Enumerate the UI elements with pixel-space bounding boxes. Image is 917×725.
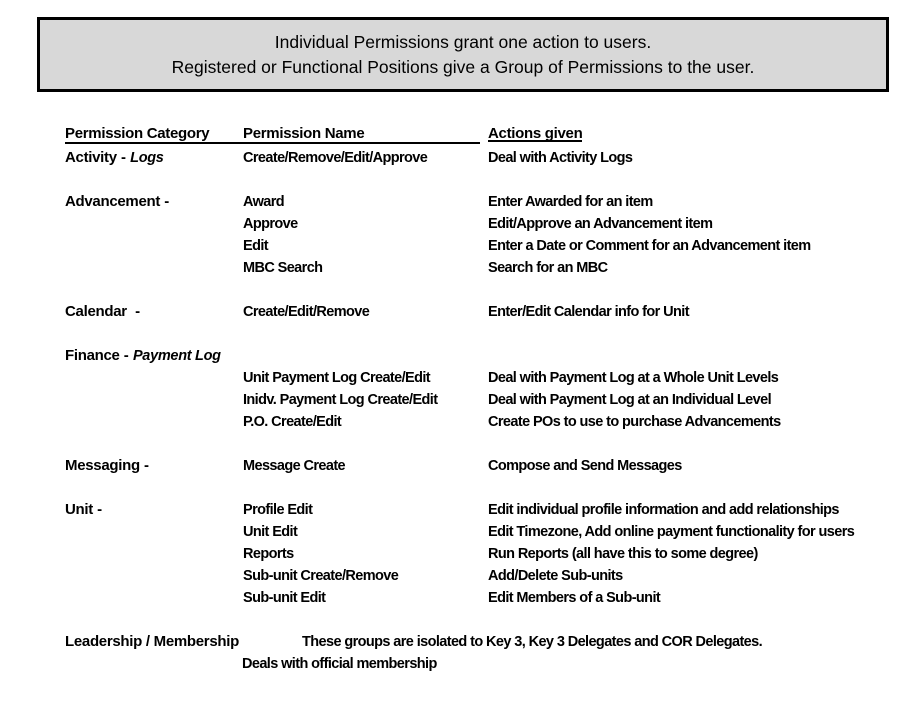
section-gap — [65, 323, 910, 345]
category-separator: - — [160, 193, 170, 210]
actions-given: Create POs to use to purchase Advancements — [488, 414, 781, 430]
empty-cell — [65, 521, 243, 543]
category-qualifier: Logs — [130, 150, 164, 166]
table-row-advancement-approve — [65, 213, 910, 235]
table-row-finance-po — [65, 411, 910, 433]
leadership-note-1: These groups are isolated to Key 3, Key 3 Delegates and COR Delegates. — [302, 634, 763, 650]
header-permission-name: Permission Name — [243, 125, 365, 142]
category-qualifier: Payment Log — [132, 348, 221, 364]
permission-name: Create/Remove/Edit/Approve — [243, 150, 428, 166]
permission-name: Unit Payment Log Create/Edit — [243, 370, 431, 386]
empty-cell — [65, 389, 243, 411]
empty-cell — [243, 345, 488, 367]
permissions-table — [65, 125, 910, 675]
header-rule — [65, 125, 480, 144]
permission-name: P.O. Create/Edit — [243, 414, 342, 430]
empty-cell — [65, 411, 243, 433]
table-row-finance-unit-payment-log — [65, 367, 910, 389]
actions-given: Enter Awarded for an item — [488, 194, 653, 210]
header-cell-actions — [488, 125, 910, 142]
table-row-advancement-edit — [65, 235, 910, 257]
header-cell-category — [65, 125, 243, 142]
empty-cell — [65, 543, 243, 565]
actions-given: Edit Members of a Sub-unit — [488, 590, 661, 606]
permission-name: Reports — [243, 546, 294, 562]
table-row-activity — [65, 147, 910, 169]
table-row-unit-profile-edit — [65, 499, 910, 521]
table-row-messaging — [65, 455, 910, 477]
actions-given: Run Reports (all have this to some degree) — [488, 546, 758, 562]
empty-cell — [488, 345, 910, 367]
category-leadership-membership: Leadership / Membership — [65, 633, 239, 650]
leadership-note-2: Deals with official membership — [242, 656, 437, 672]
category-cell — [65, 191, 243, 213]
table-row-advancement-award — [65, 191, 910, 213]
permission-name: Sub-unit Create/Remove — [243, 568, 399, 584]
header-permission-category: Permission Category — [65, 125, 210, 142]
category-cell — [65, 301, 243, 323]
permission-name: Inidv. Payment Log Create/Edit — [243, 392, 438, 408]
table-header-row — [65, 125, 910, 142]
category-finance: Finance — [65, 347, 120, 364]
actions-given: Deal with Activity Logs — [488, 150, 633, 166]
empty-cell — [65, 367, 243, 389]
empty-cell — [65, 587, 243, 609]
permission-name: Approve — [243, 216, 298, 232]
actions-given: Edit Timezone, Add online payment functionality for users — [488, 524, 855, 540]
actions-given: Edit individual profile information and add relationships — [488, 502, 839, 518]
banner-line2: Registered or Functional Positions give a Group of Permissions to the user. — [171, 57, 755, 77]
actions-given: Enter a Date or Comment for an Advancement item — [488, 238, 811, 254]
category-cell — [65, 345, 243, 367]
category-cell — [65, 631, 243, 653]
table-row-unit-subunit-edit — [65, 587, 910, 609]
actions-given: Search for an MBC — [488, 260, 608, 276]
actions-given: Edit/Approve an Advancement item — [488, 216, 713, 232]
permission-name: Sub-unit Edit — [243, 590, 326, 606]
actions-given: Compose and Send Messages — [488, 458, 682, 474]
actions-given: Deal with Payment Log at a Whole Unit Levels — [488, 370, 779, 386]
category-cell — [65, 499, 243, 521]
category-separator: - — [126, 303, 141, 320]
category-unit: Unit — [65, 501, 93, 518]
section-gap — [65, 169, 910, 191]
section-gap — [65, 609, 910, 631]
category-activity: Activity — [65, 149, 117, 166]
table-row-leadership-membership — [65, 631, 910, 653]
empty-cell — [65, 235, 243, 257]
table-row-leadership-note-2 — [65, 653, 910, 675]
actions-given: Deal with Payment Log at an Individual Level — [488, 392, 771, 408]
table-row-advancement-mbc-search — [65, 257, 910, 279]
section-gap — [65, 477, 910, 499]
permission-name: Unit Edit — [243, 524, 298, 540]
category-cell — [65, 147, 243, 169]
table-row-unit-unit-edit — [65, 521, 910, 543]
category-separator: - — [119, 347, 133, 364]
category-separator: - — [92, 501, 103, 518]
header-actions-given: Actions given — [488, 125, 583, 142]
category-advancement: Advancement — [65, 193, 161, 210]
category-cell — [65, 455, 243, 477]
category-separator: - — [116, 149, 131, 166]
table-row-finance-label — [65, 345, 910, 367]
banner-line1: Individual Permissions grant one action to users. — [274, 32, 652, 52]
empty-cell — [65, 565, 243, 587]
permission-name: Award — [243, 194, 285, 210]
section-gap — [65, 433, 910, 455]
info-banner — [37, 17, 889, 92]
actions-given: Enter/Edit Calendar info for Unit — [488, 304, 689, 320]
category-calendar: Calendar — [65, 303, 127, 320]
category-separator: - — [139, 457, 149, 474]
actions-given: Add/Delete Sub-units — [488, 568, 623, 584]
permission-name: Edit — [243, 238, 268, 254]
permission-name: Profile Edit — [243, 502, 313, 518]
permission-name: Create/Edit/Remove — [243, 304, 370, 320]
category-messaging: Messaging — [65, 457, 140, 474]
table-row-unit-subunit-create-remove — [65, 565, 910, 587]
table-row-finance-indiv-payment-log — [65, 389, 910, 411]
permission-name: Message Create — [243, 458, 346, 474]
table-row-calendar — [65, 301, 910, 323]
section-gap — [65, 279, 910, 301]
permission-name: MBC Search — [243, 260, 323, 276]
empty-cell — [65, 213, 243, 235]
header-cell-name — [243, 125, 480, 142]
table-row-unit-reports — [65, 543, 910, 565]
empty-cell — [65, 257, 243, 279]
